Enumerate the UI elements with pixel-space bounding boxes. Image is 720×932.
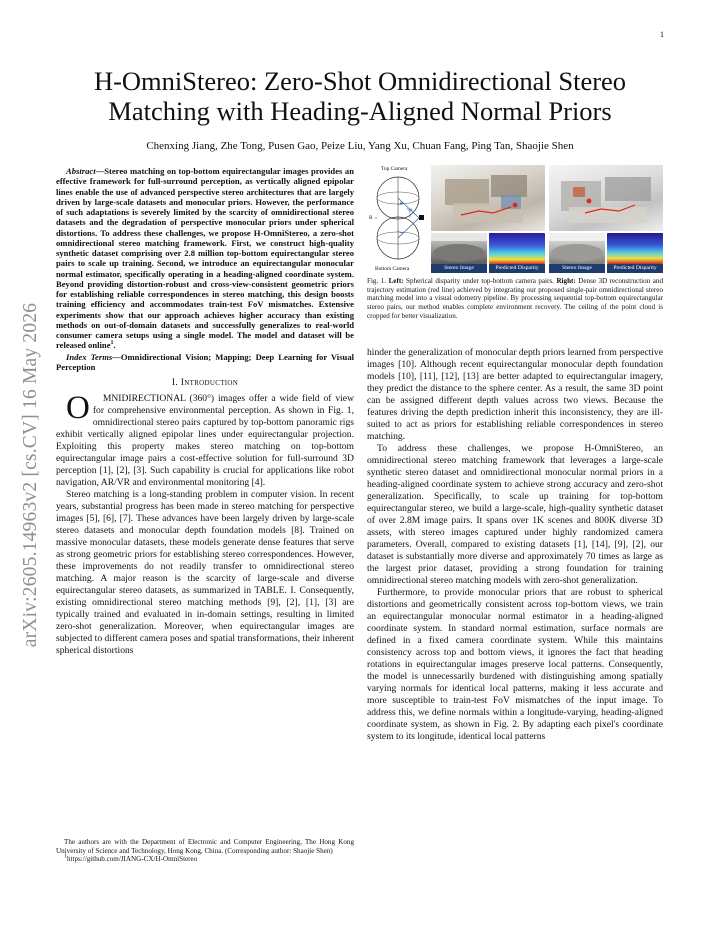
- intro-paragraph-2: Stereo matching is a long-standing problem in computer vision. In recent years, substantial progress has been made in stereo matching for perspective images [5], [6], [7]. These advances have been largely driven by large-scale stereo datasets and monocular depth foundation models [8]. Trained on massive monocular datasets, these models generate dense features that serve as strong geometric priors for establishing stereo correspondences. However, these improvements do not readily transfer to omnidirectional stereo matching. A major reason is the scarcity of large-scale and diverse equirectangular stereo datasets, as summarized in TABLE. I. Consequently, existing omnidirectional stereo matching methods [9], [2], [1], [3] are typically trained and evaluated in in-domain settings, resulting in limited zero-shot generalization. Moreover, when equirectangular images are subjected to different camera poses and spatial transformations, their inherent spherical distortions: [56, 489, 354, 656]
- predicted-disparity-1: [489, 233, 545, 264]
- stereo-image-2-illustration: [549, 233, 605, 264]
- footnote-link: [56, 855, 354, 864]
- footnote-link-mark: 1: [64, 853, 67, 860]
- figure-1: [367, 165, 663, 273]
- intro-paragraph-5: Furthermore, to provide monocular priors that are robust to spherical distortions and geometrically consistent across top-bottom views, we train an equirectangular monocular normal estimator in a heading-aligned coordinate system. In standard normal estimation, surface normals are defined in a fixed camera coordinate system. While this maintains consistency across top and bottom views, it ignores the fact that heading rotations in equirectangular images preserve local patterns. Consequently, the model is unnecessarily burdened with distinguishing among spatially varying normals for identical local patterns, making it less accurate and more susceptible to train-test FoV mismatches of the input image. To address this, we define normals within a longitude-varying, heading-aligned coordinate system, as shown in Fig. 2. By adapting each pixel's coordinate system to its longitude, identical local patterns: [367, 587, 663, 742]
- caption-right-label: Right:: [556, 277, 576, 285]
- title-line-1: H-OmniStereo: Zero-Shot Omnidirectional Stereo: [93, 66, 627, 96]
- footnotes: [56, 838, 354, 864]
- reconstruction-1-illustration: [431, 165, 545, 231]
- abstract-text: —Stereo matching on top-bottom equirectangular images provides an effective framework for full-surround perception, as vertically aligned epipolar lines enable the use of advanced perspective stereo architectures that are largely driven by large-scale datasets and monocular priors. However, the performance of such adaptations is severely limited by the scarcity of omnidirectional stereo datasets and the degradation of perspective monocular priors under spherical distortions. To address these challenges, we propose H-OmniStereo, a zero-shot omnidirectional stereo matching framework. First, we construct high-quality synthetic dataset comprising over 2.8 million top-bottom equirectangular stereo pairs to scale up training. Second, we introduce an equirectangular monocular normal estimator, specifically operating in a heading-aligned coordinate system. Beyond providing distortion-robust and cross-view-consistent geometric priors for establishing reliable correspondences in stereo matching, this design boosts training efficiency and accommodates train-test FoV mismatches. Extensive experiments show that our approach achieves higher accuracy than existing methods on out-of-domain datasets and successfully generalizes to real-world consumer camera setups using a single model. The model and dataset will be released online: [56, 166, 354, 351]
- paper-title: [60, 66, 660, 126]
- author-list: Chenxing Jiang, Zhe Tong, Pusen Gao, Peize Liu, Yang Xu, Chuan Fang, Ping Tan, Shaojie Shen: [146, 140, 574, 152]
- drop-cap: O: [66, 390, 90, 426]
- title-line-2: Matching with Heading-Aligned Normal Priors: [108, 96, 612, 126]
- arxiv-identifier: arXiv:2605.14963v2 [cs.CV] 16 May 2026: [20, 302, 42, 648]
- reconstruction-scene-1: [431, 165, 545, 231]
- abstract-footnote-mark: 1: [110, 340, 114, 347]
- reconstruction-2-illustration: [549, 165, 663, 231]
- stereo-image-1-illustration: [431, 233, 487, 264]
- reconstruction-scene-2: [549, 165, 663, 231]
- abstract-end: .: [113, 340, 116, 351]
- intro-paragraph-1: [56, 390, 354, 489]
- footnote-affiliation: The authors are with the Department of Electronic and Computer Engineering, The Hong Kong University of Science and Technology, Hong Kong, China. (Corresponding author: Shaojie Shen): [56, 838, 354, 855]
- caption-lead: Fig. 1.: [367, 277, 389, 285]
- caption-left-text: Spherical disparity under top-bottom camera pairs.: [403, 277, 557, 285]
- stereo-image-1: [431, 233, 487, 264]
- intro-paragraph-3: hinder the generalization of monocular depth priors learned from perspective images [10]. Although recent equirectangular monocular depth foundation models [10], [11], [12], [13] are better adapted to equirectangular imagery, they predict the distance to the sphere center. As a result, the same 3D point can be assigned different depth values across two views. Because the features driving the depth prediction inherit this inconsistency, they are ill-suited to act as priors for establishing reliable correspondences in stereo matching.: [367, 347, 663, 442]
- phi-label: φ: [409, 207, 413, 213]
- caption-left-label: Left:: [388, 277, 404, 285]
- abstract-lead: Abstract: [66, 166, 96, 176]
- intro-paragraph-1-text: MNIDIRECTIONAL (360°) images offer a wide field of view for comprehensive environmental perception. As shown in Fig. 1, omnidirectional stereo pairs captured by top-bottom panoramic rigs exhibit vertically aligned epipolar lines under equirectangular projection. Exploiting this property makes stereo matching on top-bottom equirectangular image pairs a cost-effective solution for full-surround 3D perception [1], [2], [3]. Such capability is crucial for applications like robot navigation, AR/VR and environmental monitoring [4].: [56, 393, 354, 488]
- index-terms: [56, 352, 354, 373]
- intro-paragraph-4: To address these challenges, we propose H-OmniStereo, an omnidirectional stereo matching framework that leverages a large-scale synthetic stereo dataset and omnidirectional monocular normal priors in a heading-aligned coordinate system to achieve strong accuracy and zero-shot generalization. Specifically, to scale up training for top-bottom equirectangular stereo, we build a large-scale, high-quality synthetic dataset of over 2.8M image pairs. It spans over 1K scenes and 800K diverse 3D assets, with stereo images captured under highly randomized camera parameters. Overall, compared to existing datasets [1], [14], [9], [2], our dataset is substantially more diverse and approximately 70 times as large as the largest prior dataset, providing a strong foundation for training omnidirectional stereo matching models with zero-shot generalization.: [367, 443, 663, 586]
- figure-1-caption: [367, 277, 663, 321]
- predicted-disparity-2: [607, 233, 663, 264]
- camera-spheres-illustration: [367, 165, 429, 273]
- chip-predicted-disparity-1: Predicted Disparity: [489, 264, 545, 273]
- section-number: I.: [171, 377, 181, 388]
- page-number: 1: [660, 30, 664, 39]
- index-terms-lead: Index Terms: [66, 351, 113, 362]
- chip-stereo-image-2: Stereo Image: [549, 264, 605, 273]
- baseline-label: B: [369, 215, 373, 221]
- right-column: [367, 347, 663, 743]
- index-terms-text: —Omnidirectional Vision; Mapping; Deep Learning for Visual Perception: [56, 351, 355, 372]
- theta-label: θ: [400, 201, 403, 207]
- footnote-link-url[interactable]: https://github.com/JIANG-CX/H-OmniStereo: [67, 855, 198, 864]
- left-column: [56, 166, 354, 657]
- chip-stereo-image-1: Stereo Image: [431, 264, 487, 273]
- abstract: [56, 166, 354, 351]
- bottom-camera-label: Bottom Camera: [375, 266, 410, 272]
- caption-right-text: Dense 3D reconstruction and trajectory estimation (red line) achieved by integrating our proposed single-pair omnidirectional stereo matching model into a visual odometry pipeline. By processing sequential top-bottom equirectangular stereo pairs, our method enables complete environment recovery. The ceiling of the point cloud is cropped for better visualization.: [367, 277, 663, 320]
- stereo-image-2: [549, 233, 605, 264]
- top-camera-label: Top Camera: [381, 166, 408, 172]
- section-heading-introduction: [56, 377, 354, 389]
- arxiv-stamp: [6, 240, 56, 710]
- spherical-disparity-diagram: [367, 165, 429, 273]
- chip-predicted-disparity-2: Predicted Disparity: [607, 264, 663, 273]
- section-name: Introduction: [180, 377, 239, 388]
